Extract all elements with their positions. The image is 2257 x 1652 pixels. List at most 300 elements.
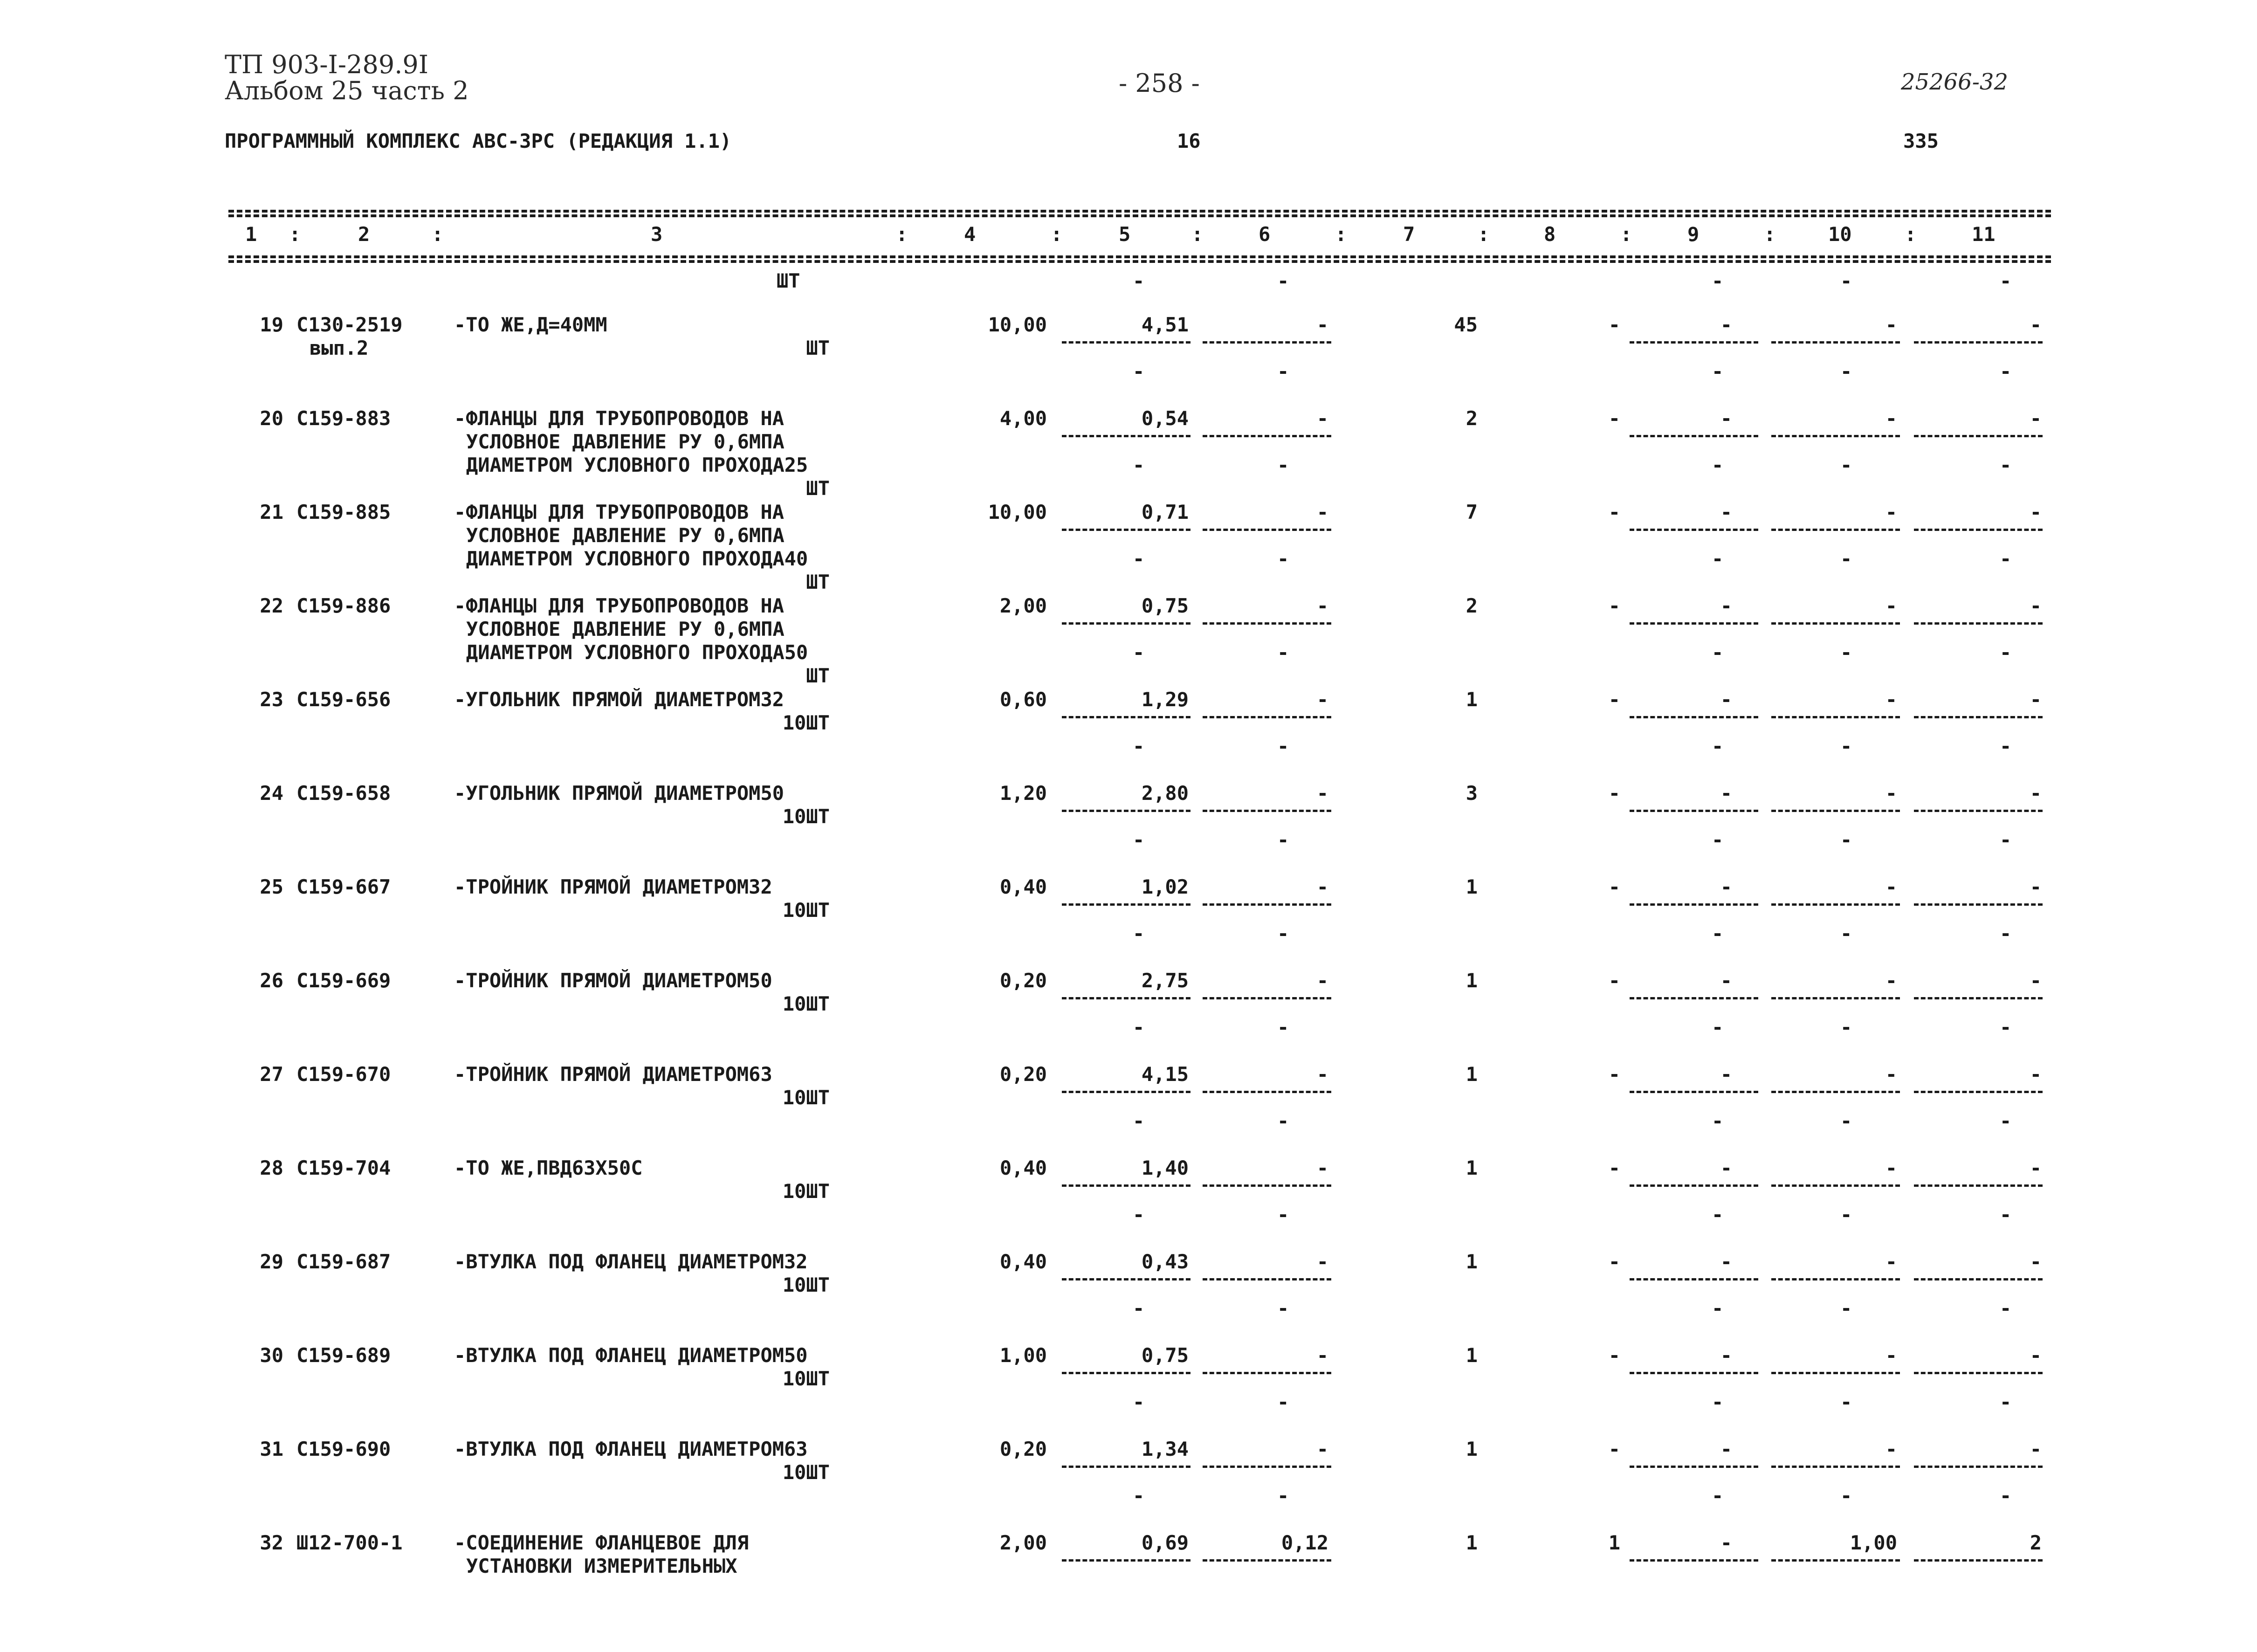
row-sub-col6: - [1277,828,1289,851]
row-description-line: -ТРОЙНИК ПРЯМОЙ ДИАМЕТРОМ32 [454,875,772,898]
row-sub-col9: - [1712,828,1724,851]
row-col8: - [1608,1063,1620,1086]
row-col9: - [1720,782,1732,805]
row-sub-col11: - [2000,1203,2012,1226]
row-col8: - [1608,313,1620,336]
row-sub-col5: - [1133,1016,1145,1039]
row-rule-col11 [1914,1559,2043,1562]
row-rule-col10 [1771,716,1900,718]
row-col6: - [1316,1156,1328,1179]
row-sub-col5: - [1133,922,1145,945]
row-rule-col10 [1771,529,1900,531]
row-col4: 0,20 [999,969,1047,992]
row-rule-col5 [1062,1184,1190,1187]
row-rule-col5 [1062,1278,1190,1280]
row-sub-col11: - [2000,1016,2012,1039]
row-rule-col9 [1630,810,1758,812]
row-col11: - [2030,875,2042,898]
row-col7: 45 [1454,313,1478,336]
row-rule-col9 [1630,1559,1758,1562]
row-sub-col5: - [1133,1297,1145,1320]
row-rule-col6 [1203,997,1331,999]
row-number: 26 [260,969,283,992]
row-col9: - [1720,1531,1732,1554]
row-sub-col6: - [1277,922,1289,945]
row-rule-col11 [1914,716,2043,718]
program-title: ПРОГРАММНЫЙ КОМПЛЕКС АВС-3РС (РЕДАКЦИЯ 1.1) [225,130,732,152]
row-rule-col9 [1630,903,1758,906]
row-number: 21 [260,501,283,523]
row-sub-col9: - [1712,1484,1724,1507]
row-col4: 0,40 [999,1156,1047,1179]
row-rule-col11 [1914,1466,2043,1468]
row-col6: 0,12 [1281,1531,1328,1554]
row-rule-col11 [1914,1091,2043,1093]
row-rule-col6 [1203,435,1331,437]
row-rule-col10 [1771,1466,1900,1468]
row-sub-col10: - [1840,1109,1852,1132]
row-col5: 1,34 [1141,1438,1189,1460]
row-col7: 1 [1466,1344,1478,1367]
album-label: Альбом 25 часть 2 [225,76,469,105]
row-rule-col10 [1771,1184,1900,1187]
continuation-c11: - [2000,269,2012,292]
row-rule-col11 [1914,903,2043,906]
row-col7: 2 [1466,594,1478,617]
row-col5: 0,75 [1141,594,1189,617]
row-rule-col6 [1203,1184,1331,1187]
row-col4: 1,00 [999,1344,1047,1367]
row-rule-col10 [1771,1372,1900,1374]
row-col11: 2 [2030,1531,2042,1554]
row-number: 32 [260,1531,283,1554]
row-col6: - [1316,969,1328,992]
row-rule-col5 [1062,1091,1190,1093]
row-col4: 0,20 [999,1063,1047,1086]
row-sub-col10: - [1840,1390,1852,1413]
row-sub-col9: - [1712,922,1724,945]
row-col6: - [1316,313,1328,336]
row-col9: - [1720,875,1732,898]
row-col6: - [1316,782,1328,805]
row-rule-col5 [1062,435,1190,437]
row-sub-col6: - [1277,1109,1289,1132]
row-col11: - [2030,1438,2042,1460]
row-col8: - [1608,875,1620,898]
row-rule-col9 [1630,1372,1758,1374]
row-sub-col9: - [1712,641,1724,664]
row-col10: - [1885,1156,1897,1179]
row-code: С159-689 [296,1344,391,1367]
continuation-unit: ШТ [777,269,800,292]
row-description-line: -ФЛАНЦЫ ДЛЯ ТРУБОПРОВОДОВ НА [454,594,784,617]
row-code: С159-687 [296,1250,391,1273]
row-col4: 2,00 [999,594,1047,617]
row-description-line: -ВТУЛКА ПОД ФЛАНЕЦ ДИАМЕТРОМ63 [454,1438,808,1460]
row-col4: 10,00 [988,501,1047,523]
row-col7: 1 [1466,1250,1478,1273]
row-code: С159-656 [296,688,391,711]
row-col6: - [1316,1063,1328,1086]
row-col8: - [1608,407,1620,430]
row-col10: - [1885,1344,1897,1367]
row-sub-col11: - [2000,1484,2012,1507]
row-description-line: ДИАМЕТРОМ УСЛОВНОГО ПРОХОДА40 [466,547,808,570]
row-col7: 1 [1466,688,1478,711]
row-number: 29 [260,1250,283,1273]
row-rule-col11 [1914,1278,2043,1280]
row-unit: 10ШТ [782,1273,830,1296]
row-description-line: -ВТУЛКА ПОД ФЛАНЕЦ ДИАМЕТРОМ50 [454,1344,808,1367]
row-rule-col5 [1062,341,1190,344]
col-header-10: 10 [1828,223,1852,246]
row-sub-col9: - [1712,735,1724,757]
row-col8: - [1608,1156,1620,1179]
row-col9: - [1720,1063,1732,1086]
row-col6: - [1316,1438,1328,1460]
row-code: С159-883 [296,407,391,430]
row-rule-col10 [1771,903,1900,906]
row-col8: - [1608,969,1620,992]
row-sub-col10: - [1840,1484,1852,1507]
row-sub-col9: - [1712,360,1724,383]
row-sub-col5: - [1133,1390,1145,1413]
row-col4: 0,40 [999,875,1047,898]
row-code: Ш12-700-1 [296,1531,403,1554]
row-unit: 10ШТ [782,992,830,1015]
row-col5: 1,40 [1141,1156,1189,1179]
row-sub-col6: - [1277,547,1289,570]
row-sub-col10: - [1840,547,1852,570]
row-unit: 10ШТ [782,1367,830,1390]
row-unit: ШТ [806,664,830,687]
row-col6: - [1316,688,1328,711]
row-rule-col10 [1771,435,1900,437]
row-col9: - [1720,688,1732,711]
row-rule-col5 [1062,1466,1190,1468]
row-description-line: -ФЛАНЦЫ ДЛЯ ТРУБОПРОВОДОВ НА [454,407,784,430]
row-rule-col11 [1914,1184,2043,1187]
row-col11: - [2030,313,2042,336]
col-header-9: 9 [1687,223,1700,246]
row-sub-col9: - [1712,1297,1724,1320]
row-description-line: -ТРОЙНИК ПРЯМОЙ ДИАМЕТРОМ63 [454,1063,772,1086]
col-header-2: 2 [358,223,370,246]
row-rule-col10 [1771,1091,1900,1093]
row-col5: 0,54 [1141,407,1189,430]
row-col11: - [2030,1344,2042,1367]
row-sub-col9: - [1712,1109,1724,1132]
row-sub-col11: - [2000,454,2012,476]
row-col5: 4,15 [1141,1063,1189,1086]
row-col5: 1,29 [1141,688,1189,711]
row-sub-col11: - [2000,360,2012,383]
row-rule-col11 [1914,1372,2043,1374]
row-rule-col11 [1914,997,2043,999]
row-col8: - [1608,501,1620,523]
row-rule-col5 [1062,997,1190,999]
row-sub-col10: - [1840,454,1852,476]
row-col9: - [1720,1344,1732,1367]
row-col9: - [1720,1250,1732,1273]
row-rule-col6 [1203,903,1331,906]
row-rule-col10 [1771,1278,1900,1280]
row-col9: - [1720,1438,1732,1460]
row-col11: - [2030,407,2042,430]
row-sub-col6: - [1277,641,1289,664]
doc-number: 25266-32 [1901,69,2008,95]
row-number: 19 [260,313,283,336]
row-sub-col10: - [1840,360,1852,383]
row-description-line: УСЛОВНОЕ ДАВЛЕНИЕ РУ 0,6МПА [466,618,784,640]
row-col4: 0,60 [999,688,1047,711]
row-col10: - [1885,688,1897,711]
row-rule-col9 [1630,997,1758,999]
row-unit: ШТ [806,337,830,359]
row-sub-col10: - [1840,828,1852,851]
row-col9: - [1720,969,1732,992]
col-header-7: 7 [1403,223,1415,246]
row-rule-col5 [1062,716,1190,718]
row-code: С159-658 [296,782,391,805]
row-description-line: -УГОЛЬНИК ПРЯМОЙ ДИАМЕТРОМ50 [454,782,784,805]
row-sub-col11: - [2000,1390,2012,1413]
continuation-c9: - [1712,269,1724,292]
row-code-issue: вып.2 [310,337,369,359]
row-rule-col9 [1630,435,1758,437]
row-col6: - [1316,501,1328,523]
row-col11: - [2030,688,2042,711]
row-sub-col11: - [2000,922,2012,945]
continuation-c10: - [1840,269,1852,292]
row-number: 30 [260,1344,283,1367]
col-header-8: 8 [1544,223,1556,246]
row-rule-col9 [1630,529,1758,531]
page-number: - 258 - [1119,69,1200,98]
row-col6: - [1316,1344,1328,1367]
row-number: 24 [260,782,283,805]
row-rule-col6 [1203,341,1331,344]
row-col4: 0,40 [999,1250,1047,1273]
row-col6: - [1316,1250,1328,1273]
row-code: С130-2519 [296,313,403,336]
row-rule-col10 [1771,997,1900,999]
row-sub-col10: - [1840,1297,1852,1320]
row-description-line: -УГОЛЬНИК ПРЯМОЙ ДИАМЕТРОМ32 [454,688,784,711]
row-col8: - [1608,1438,1620,1460]
row-col5: 0,75 [1141,1344,1189,1367]
row-col7: 2 [1466,407,1478,430]
row-col7: 1 [1466,1063,1478,1086]
row-col7: 1 [1466,969,1478,992]
row-sub-col9: - [1712,1390,1724,1413]
row-sub-col11: - [2000,641,2012,664]
row-number: 27 [260,1063,283,1086]
row-col4: 10,00 [988,313,1047,336]
row-rule-col6 [1203,810,1331,812]
row-col5: 2,75 [1141,969,1189,992]
row-description-line: УСЛОВНОЕ ДАВЛЕНИЕ РУ 0,6МПА [466,524,784,547]
row-rule-col11 [1914,341,2043,344]
continuation-c6: - [1277,269,1289,292]
row-sub-col6: - [1277,1203,1289,1226]
row-col9: - [1720,1156,1732,1179]
row-sub-col10: - [1840,1203,1852,1226]
row-number: 28 [260,1156,283,1179]
row-col5: 0,69 [1141,1531,1189,1554]
row-col10: - [1885,782,1897,805]
row-col10: - [1885,969,1897,992]
row-col5: 1,02 [1141,875,1189,898]
row-col6: - [1316,594,1328,617]
row-sub-col6: - [1277,1297,1289,1320]
col-header-5: 5 [1119,223,1131,246]
col-header-6: 6 [1259,223,1271,246]
row-col11: - [2030,1156,2042,1179]
row-rule-col10 [1771,1559,1900,1562]
row-sub-col9: - [1712,1016,1724,1039]
row-sub-col6: - [1277,454,1289,476]
row-code: С159-670 [296,1063,391,1086]
row-sub-col11: - [2000,828,2012,851]
row-rule-col5 [1062,1559,1190,1562]
row-description-line: УСТАНОВКИ ИЗМЕРИТЕЛЬНЫХ [466,1555,737,1577]
row-sub-col9: - [1712,454,1724,476]
row-sub-col10: - [1840,641,1852,664]
row-sub-col11: - [2000,1297,2012,1320]
row-col10: - [1885,1438,1897,1460]
row-rule-col9 [1630,1466,1758,1468]
row-number: 22 [260,594,283,617]
row-col7: 1 [1466,1438,1478,1460]
row-description-line: -ТО ЖЕ,Д=40ММ [454,313,607,336]
row-rule-col6 [1203,1559,1331,1562]
row-rule-col5 [1062,1372,1190,1374]
row-col10: - [1885,1063,1897,1086]
row-sub-col9: - [1712,1203,1724,1226]
row-col8: - [1608,688,1620,711]
row-sub-col5: - [1133,454,1145,476]
row-rule-col5 [1062,529,1190,531]
row-col9: - [1720,313,1732,336]
row-description-line: -ВТУЛКА ПОД ФЛАНЕЦ ДИАМЕТРОМ32 [454,1250,808,1273]
row-col8: 1 [1608,1531,1620,1554]
row-sub-col6: - [1277,1484,1289,1507]
row-col10: - [1885,313,1897,336]
row-col4: 2,00 [999,1531,1047,1554]
row-rule-col11 [1914,622,2043,625]
row-sub-col11: - [2000,547,2012,570]
row-description-line: -СОЕДИНЕНИЕ ФЛАНЦЕВОЕ ДЛЯ [454,1531,749,1554]
row-code: С159-669 [296,969,391,992]
row-rule-col5 [1062,622,1190,625]
col-header-3: 3 [651,223,663,246]
row-sub-col9: - [1712,547,1724,570]
row-sub-col6: - [1277,360,1289,383]
row-number: 31 [260,1438,283,1460]
row-rule-col6 [1203,1091,1331,1093]
row-col7: 1 [1466,875,1478,898]
row-sub-col10: - [1840,735,1852,757]
row-rule-col11 [1914,529,2043,531]
row-sub-col5: - [1133,1203,1145,1226]
row-col4: 0,20 [999,1438,1047,1460]
row-rule-col5 [1062,903,1190,906]
row-col9: - [1720,407,1732,430]
row-unit: ШТ [806,477,830,500]
row-unit: ШТ [806,571,830,593]
row-sub-col6: - [1277,1390,1289,1413]
row-number: 20 [260,407,283,430]
row-code: С159-690 [296,1438,391,1460]
row-sub-col5: - [1133,828,1145,851]
col-header-1: 1 [245,223,257,246]
doc-code: ТП 903-I-289.9I [225,50,429,79]
row-col11: - [2030,969,2042,992]
sheet-total: 335 [1903,130,1939,152]
row-rule-col10 [1771,622,1900,625]
row-col11: - [2030,1063,2042,1086]
row-code: С159-667 [296,875,391,898]
row-rule-col6 [1203,716,1331,718]
row-rule-col11 [1914,435,2043,437]
row-sub-col10: - [1840,1016,1852,1039]
row-col10: - [1885,594,1897,617]
row-sub-col6: - [1277,735,1289,757]
row-col7: 7 [1466,501,1478,523]
row-rule-col9 [1630,1278,1758,1280]
row-rule-col10 [1771,341,1900,344]
row-col5: 0,43 [1141,1250,1189,1273]
row-rule-col5 [1062,810,1190,812]
row-rule-col6 [1203,1466,1331,1468]
row-col7: 3 [1466,782,1478,805]
row-col5: 2,80 [1141,782,1189,805]
row-sub-col11: - [2000,735,2012,757]
row-col9: - [1720,594,1732,617]
row-rule-col9 [1630,1091,1758,1093]
row-rule-col6 [1203,529,1331,531]
row-col6: - [1316,407,1328,430]
row-col8: - [1608,782,1620,805]
row-col8: - [1608,1344,1620,1367]
row-sub-col5: - [1133,360,1145,383]
row-col5: 4,51 [1141,313,1189,336]
row-description-line: -ТРОЙНИК ПРЯМОЙ ДИАМЕТРОМ50 [454,969,772,992]
row-code: С159-704 [296,1156,391,1179]
sheet-number: 16 [1177,130,1201,152]
row-col8: - [1608,1250,1620,1273]
row-unit: 10ШТ [782,1180,830,1203]
row-rule-col10 [1771,810,1900,812]
row-description-line: -ТО ЖЕ,ПВД63Х50С [454,1156,643,1179]
row-number: 23 [260,688,283,711]
row-col7: 1 [1466,1156,1478,1179]
row-col6: - [1316,875,1328,898]
col-header-11: 11 [1972,223,1996,246]
row-rule-col6 [1203,622,1331,625]
row-rule-col9 [1630,1184,1758,1187]
row-unit: 10ШТ [782,899,830,922]
row-rule-col9 [1630,716,1758,718]
row-col7: 1 [1466,1531,1478,1554]
row-col11: - [2030,594,2042,617]
row-col4: 4,00 [999,407,1047,430]
row-description-line: ДИАМЕТРОМ УСЛОВНОГО ПРОХОДА25 [466,454,808,476]
row-code: С159-886 [296,594,391,617]
row-description-line: -ФЛАНЦЫ ДЛЯ ТРУБОПРОВОДОВ НА [454,501,784,523]
col-header-4: 4 [964,223,976,246]
